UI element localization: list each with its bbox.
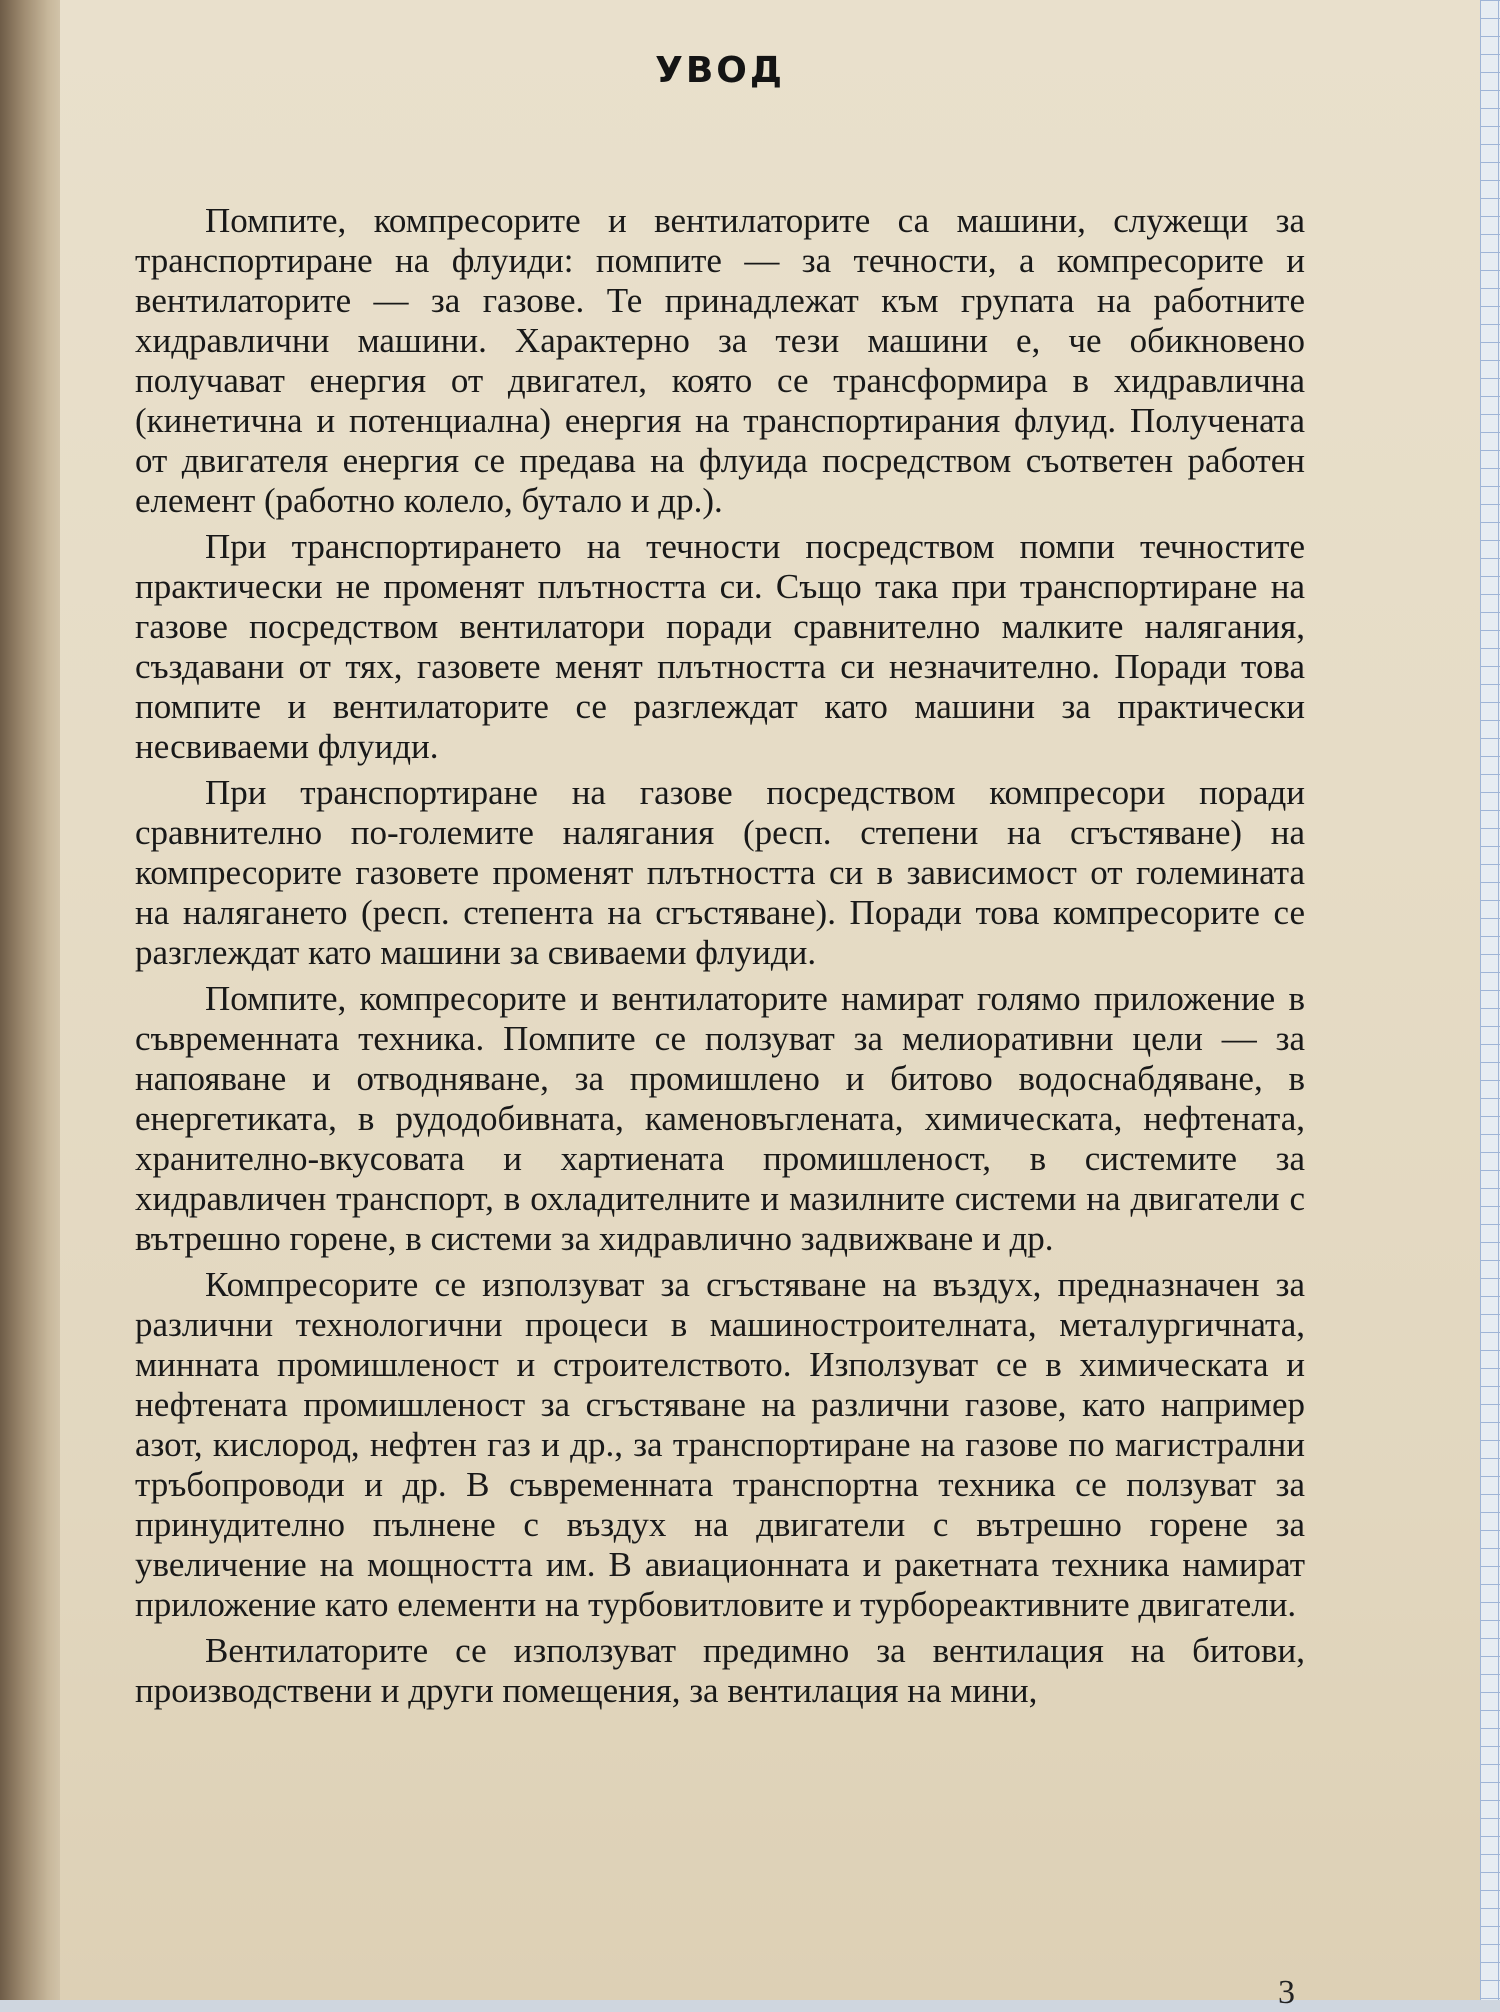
page-content: [135, 50, 1305, 1717]
graph-paper-edge: [1480, 0, 1500, 2000]
page-number: 3: [1278, 1974, 1295, 2011]
paragraph-liquids: При транспортирането на течности посредством помпи течностите практически не променят плътността си. Също така при транспортиране на газове посредством вентилатори поради сравнително малките налягания, създавани от тях, газовете менят плътността си незначително. Поради това помпите и вентилаторите се разглеждат като машини за практически несвиваеми флуиди.: [135, 527, 1305, 766]
paragraph-applications-pumps: Помпите, компресорите и вентилаторите намират голямо приложение в съвременната техника. Помпите се ползуват за мелиоративни цели — за напояване и отводняване, за промишлено и битово водоснабдяване, в енергетиката, в рудодобивната, каменовъглената, химическата, нефтената, хранително-вкусовата и хартиената промишленост, в системите за хидравличен транспорт, в охладителните и мазилните системи на двигатели с вътрешно горене, в системи за хидравлично задвижване и др.: [135, 979, 1305, 1258]
paragraph-intro: Помпите, компресорите и вентилаторите са машини, служещи за транспортиране на флуиди: помпите — за течности, а компресорите и вентилаторите — за газове. Те принадлежат към групата на работните хидравлични машини. Характерно за тези машини е, че обикновено получават енергия от двигател, която се трансформира в хидравлична (кинетична и потенциална) енергия на транспортирания флуид. Получената от двигателя енергия се предава на флуида посредством съответен работен елемент (работно колело, бутало и др.).: [135, 201, 1305, 520]
paragraph-compressors: При транспортиране на газове посредством компресори поради сравнително по-големите налягания (респ. степени на сгъстяване) на компресорите газовете променят плътността си в зависимост от големината на налягането (респ. степента на сгъстяване). Поради това компресорите се разглеждат като машини за свиваеми флуиди.: [135, 773, 1305, 972]
paragraph-applications-fans: Вентилаторите се използуват предимно за вентилация на битови, производствени и други помещения, за вентилация на мини,: [135, 1631, 1305, 1710]
paragraph-applications-compressors: Компресорите се използуват за сгъстяване на въздух, предназначен за различни технологични процеси в машиностроителната, металургичната, минната промишленост и строителството. Използуват се в химическата и нефтената промишленост за сгъстяване на различни газове, като например азот, кислород, нефтен газ и др., за транспортиране на газове по магистрални тръбопроводи и др. В съвременната транспортна техника се ползуват за принудително пълнене с въздух на двигатели с вътрешно горене за увеличение на мощността им. В авиационната и ракетната техника намират приложение като елементи на турбовитловите и турбореактивните двигатели.: [135, 1265, 1305, 1624]
page-title: УВОД: [655, 50, 785, 91]
